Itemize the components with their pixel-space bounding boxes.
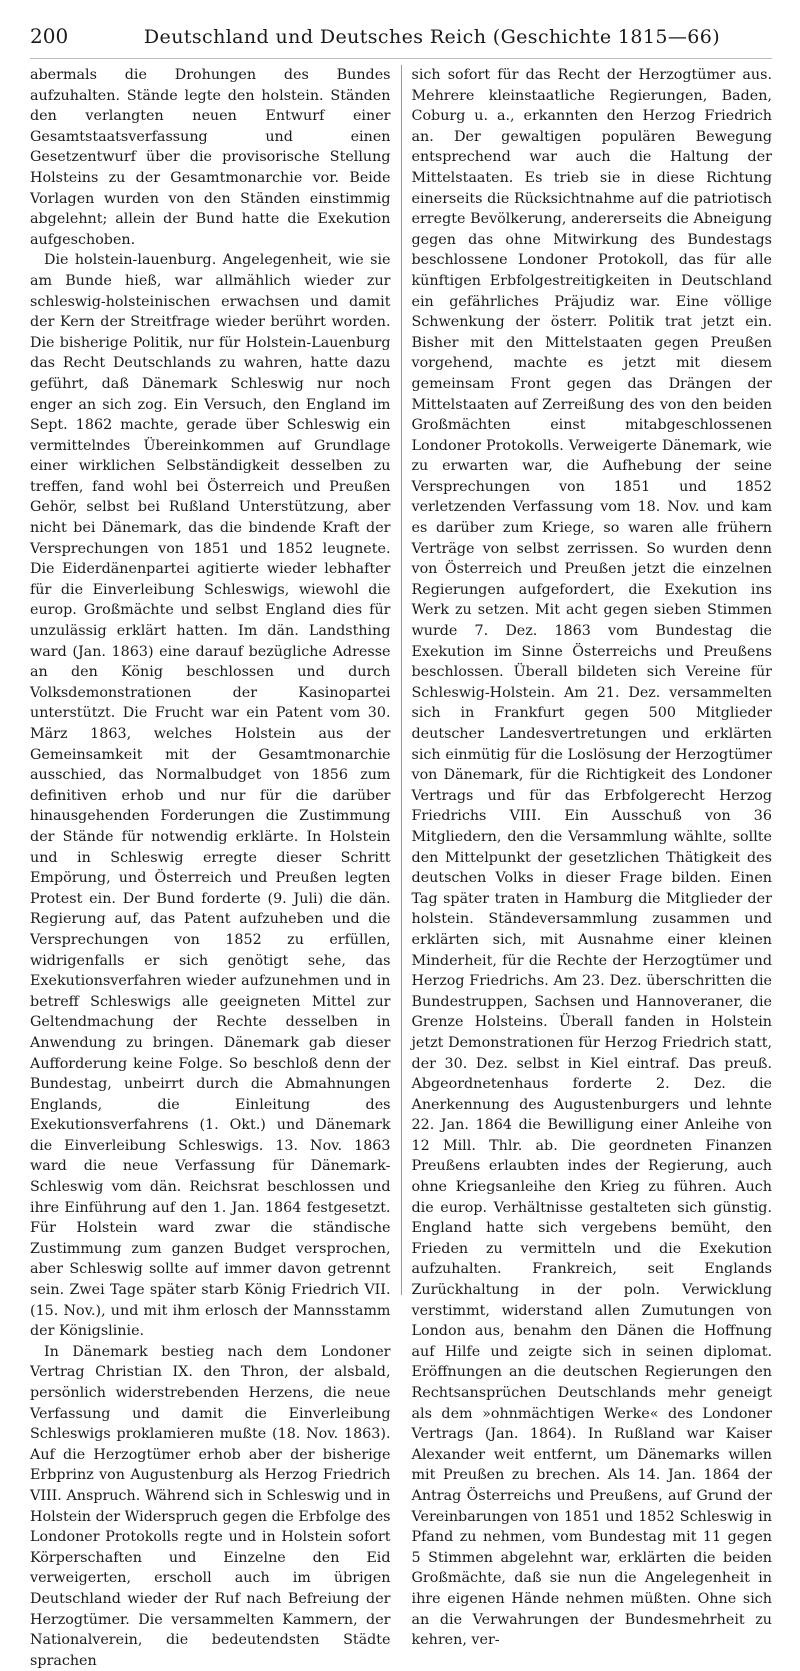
page-number: 200 <box>30 24 69 48</box>
text-columns <box>30 65 772 1669</box>
paragraph: In Dänemark bestieg nach dem Londoner Vertrag Christian IX. den Thron, der alsbald, persönlich widerstrebenden Herzens, die neue Verfassung und damit die Einverleibung Schleswigs proklamieren mußte (18. Nov. 1863). Auf die Herzogtümer erhob aber der bisherige Erbprinz von Augustenburg als Herzog Friedrich VIII. Anspruch. Während sich in Schleswig und in Holstein der Widerspruch gegen die Erbfolge des Londoner Protokolls regte und in Holstein sofort Körperschaften und Einzelne den Eid verweigerten, erscholl auch im übrigen Deutschland wieder der Ruf nach Befreiung der Herzogtümer. Die versammelten Kammern, der Nationalverein, die bedeutendsten Städte sprachen <box>30 1343 391 1669</box>
left-column <box>30 65 391 1669</box>
paragraph: Die holstein-lauenburg. Angelegenheit, wie sie am Bunde hieß, war allmählich wieder zur schleswig-holsteinischen erwachsen und damit der Kern der Streitfrage wieder berührt worden. Die bisherige Politik, nur für Holstein-Lauenburg das Recht Deutschlands zu wahren, hatte dazu geführt, daß Dänemark Schleswig nur noch enger an sich zog. Ein Versuch, den England im Sept. 1862 machte, gerade über Schleswig ein vermittelndes Übereinkommen auf Grundlage einer wirklichen Selbständigkeit desselben zu treffen, fand wohl bei Österreich und Preußen Gehör, selbst bei Rußland Unterstützung, aber nicht bei Dänemark, das die bindende Kraft der Versprechungen von 1851 und 1852 leugnete. Die Eiderdänenpartei agitierte wieder lebhafter für die Einverleibung Schleswigs, wiewohl die europ. Großmächte und selbst England dies für unzulässig erklärt hatten. Im dän. Landsthing ward (Jan. 1863) eine darauf bezügliche Adresse an den König beschlossen und durch Volksdemonstrationen der Kasinopartei unterstützt. Die Frucht war ein Patent vom 30. März 1863, welches Holstein aus der Gemeinsamkeit mit der Gesamtmonarchie ausschied, das Normalbudget von 1856 zum definitiven erhob und nur für die darüber hinausgehenden Forderungen die Zustimmung der Stände für notwendig erklärte. In Holstein und in Schleswig erregte dieser Schritt Empörung, und Österreich und Preußen legten Protest ein. Der Bund forderte (9. Juli) die dän. Regierung auf, das Patent aufzuheben und die Versprechungen von 1852 zu erfüllen, widrigenfalls er sich genötigt sehe, das Exekutionsverfahren wieder aufzunehmen und in betreff Schleswigs alle geeigneten Mittel zur Geltendmachung der Rechte desselben in Anwendung zu bringen. Dänemark gab dieser Aufforderung keine Folge. So beschloß denn der Bundestag, unbeirrt durch die Abmahnungen Englands, die Einleitung des Exekutionsverfahrens (1. Okt.) und Dänemark die Einverleibung Schleswigs. 13. Nov. 1863 ward die neue Verfassung für Dänemark-Schleswig vom dän. Reichsrat beschlossen und ihre Einführung auf den 1. Jan. 1864 festgesetzt. Für Holstein ward zwar die ständische Zustimmung zum ganzen Budget versprochen, aber Schleswig sollte auf immer davon getrennt sein. Zwei Tage später starb König Friedrich VII. (15. Nov.), und mit ihm erlosch der Mannsstamm der Königslinie. <box>30 252 391 1340</box>
paragraph: sich sofort für das Recht der Herzogtümer aus. Mehrere kleinstaatliche Regierungen, Baden, Coburg u. a., erkannten den Herzog Friedrich an. Der gewaltigen populären Bewegung entsprechend war auch die Haltung der Mittelstaaten. Es trieb sie in diese Richtung einerseits die Rücksichtnahme auf die patriotisch erregte Bevölkerung, andererseits die Abneigung gegen das ohne Mitwirkung des Bundestags beschlossene Londoner Protokoll, das für alle künftigen Erbfolgestreitigkeiten in Deutschland ein gefährliches Präjudiz war. Eine völlige Schwenkung der österr. Politik trat jetzt ein. Bisher mit den Mittelstaaten gegen Preußen vorgehend, machte es jetzt mit diesem gemeinsam Front gegen das Drängen der Mittelstaaten auf Zerreißung des von den beiden Großmächten einst mitabgeschlossenen Londoner Protokolls. Verweigerte Dänemark, wie zu erwarten war, die Aufhebung der seine Versprechungen von 1851 und 1852 verletzenden Verfassung vom 18. Nov. und kam es darüber zum Kriege, so waren alle frühern Verträge von selbst zerrissen. So wurden denn von Österreich und Preußen jetzt die einzelnen Regierungen aufgefordert, die Exekution ins Werk zu setzen. Mit acht gegen sieben Stimmen wurde 7. Dez. 1863 vom Bundestag die Exekution im Sinne Österreichs und Preußens beschlossen. Überall bildeten sich Vereine für Schleswig-Holstein. Am 21. Dez. versammelten sich in Frankfurt gegen 500 Mitglieder deutscher Landesvertretungen und erklärten sich einmütig für die Loslösung der Herzogtümer von Dänemark, für die Richtigkeit des Londoner Vertrags und für das Erbfolgerecht Herzog Friedrichs VIII. Ein Ausschuß von 36 Mitgliedern, den die Versammlung wählte, sollte den Mittelpunkt der gesetzlichen Thätigkeit des deutschen Volks in dieser Frage bilden. Einen Tag später traten in Hamburg die Mitglieder der holstein. Ständeversammlung zusammen und erklärten sich, mit Ausnahme einer kleinen Minderheit, für die Rechte der Herzogtümer und Herzog Friedrichs. Am 23. Dez. überschritten die Bundestruppen, Sachsen und Hannoveraner, die Grenze Holsteins. Überall fanden in Holstein jetzt Demonstrationen für Herzog Friedrich statt, der 30. Dez. selbst in Kiel eintraf. Das preuß. Abgeordnetenhaus forderte 2. Dez. die Anerkennung des Augustenburgers und lehnte 22. Jan. 1864 die Bewilligung einer Anleihe von 12 Mill. Thlr. ab. Die geordneten Finanzen Preußens erlaubten indes der Regierung, auch ohne Kriegsanleihe den Krieg zu führen. Auch die europ. Verhältnisse gestalteten sich günstig. England hatte sich vergebens bemüht, den Frieden zu vermitteln und die Exekution aufzuhalten. Frankreich, seit Englands Zurückhaltung in der poln. Verwicklung verstimmt, widerstand allen Zumutungen von London aus, benahm den Dänen die Hoffnung auf Hilfe und zeigte sich in seinen diplomat. Eröffnungen an die deutschen Regierungen den Rechtsansprüchen Deutschlands mehr geneigt als dem »ohnmächtigen Werke« des Londoner Vertrags (Jan. 1864). In Rußland war Kaiser Alexander weit entfernt, um Dänemarks willen mit Preußen zu brechen. Als 14. Jan. 1864 der Antrag Österreichs und Preußens, auf Grund der Vereinbarungen von 1851 und 1852 Schleswig in Pfand zu nehmen, vom Bundestag mit 11 gegen 5 Stimmen abgelehnt war, erklärten die beiden Großmächte, daß sie nun die Angelegenheit in ihre eigenen Hände nehmen müßten. Ohne sich an die Verwahrungen der Bundesmehrheit zu kehren, ver- <box>411 67 772 1649</box>
paragraph: abermals die Drohungen des Bundes aufzuhalten. Stände legte den holstein. Ständen den verlangten neuen Entwurf einer Gesamtstaatsverfassung und einen Gesetzentwurf über die provisorische Stellung Holsteins zu der Gesamtmonarchie vor. Beide Vorlagen wurden von den Ständen einstimmig abgelehnt; allein der Bund hatte die Exekution aufgeschoben. <box>30 67 391 248</box>
right-column <box>401 65 773 1649</box>
running-title: Deutschland und Deutsches Reich (Geschichte 1815—66) <box>143 26 721 48</box>
page-header <box>30 24 772 59</box>
